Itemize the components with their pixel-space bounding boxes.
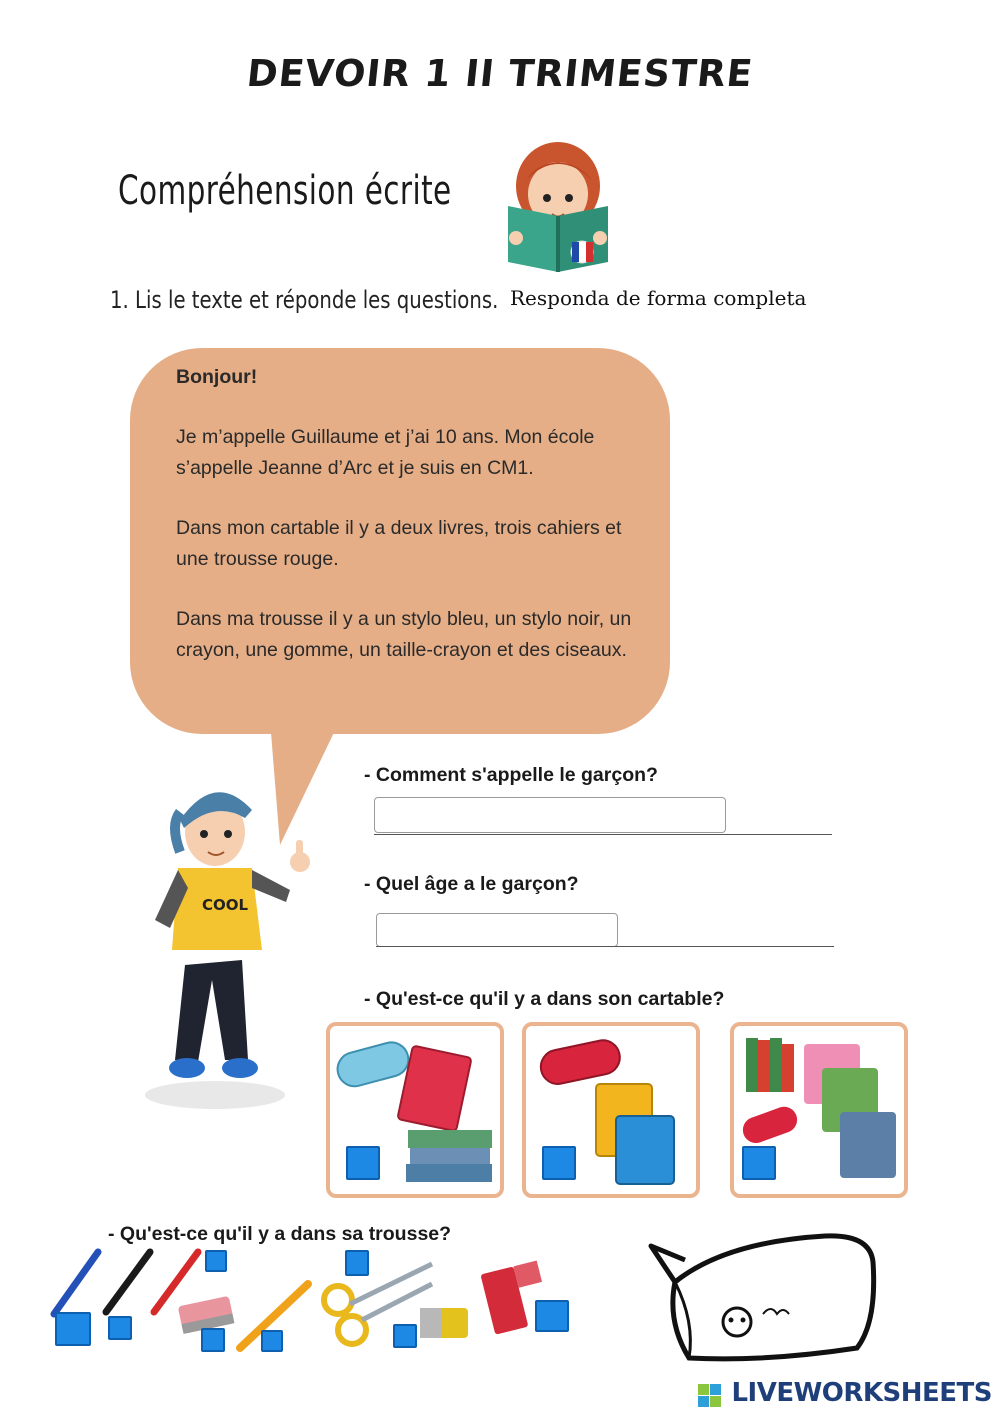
cartable-option-1[interactable] (326, 1022, 504, 1198)
bubble-paragraph-2: Dans mon cartable il y a deux livres, trois cahiers et une trousse rouge. (176, 517, 622, 570)
trousse-items-image (40, 1244, 600, 1364)
trousse-checkbox-black-pen[interactable] (108, 1316, 132, 1340)
reading-girl-illustration (500, 134, 620, 274)
answer-age-input[interactable] (376, 913, 618, 947)
cartable-option-3[interactable] (730, 1022, 908, 1198)
bubble-greeting: Bonjour! (176, 366, 258, 388)
question-name: - Comment s'appelle le garçon? (364, 764, 658, 786)
bubble-paragraph-1: Je m’appelle Guillaume et j’ai 10 ans. Mon école s’appelle Jeanne d’Arc et je suis en CM1. (176, 426, 595, 479)
trousse-checkbox-sharpener[interactable] (393, 1324, 417, 1348)
trousse-checkbox-eraser[interactable] (201, 1328, 225, 1352)
cartable-option-2-checkbox[interactable] (542, 1146, 576, 1180)
page-title: DEVOIR 1 II TRIMESTRE (244, 52, 756, 95)
cartable-option-1-checkbox[interactable] (346, 1146, 380, 1180)
liveworksheets-logo-icon (698, 1384, 722, 1412)
section-title: Compréhension écrite (118, 168, 452, 214)
boy-illustration (140, 770, 310, 1120)
cartable-option-3-checkbox[interactable] (742, 1146, 776, 1180)
cartable-option-2[interactable] (522, 1022, 700, 1198)
bubble-text (176, 362, 656, 695)
liveworksheets-brand: LIVEWORKSHEETS (731, 1378, 992, 1408)
question-cartable: - Qu'est-ce qu'il y a dans son cartable? (364, 988, 725, 1010)
answer-age-line (376, 946, 834, 947)
question-trousse: - Qu'est-ce qu'il y a dans sa trousse? (108, 1223, 452, 1245)
instruction-text: 1. Lis le texte et réponde les questions. (110, 286, 499, 314)
question-age: - Quel âge a le garçon? (364, 873, 579, 895)
pencil-case-outline-image (645, 1222, 890, 1367)
answer-name-input[interactable] (374, 797, 726, 833)
trousse-checkbox-pencil[interactable] (261, 1330, 283, 1352)
trousse-checkbox-red-pen[interactable] (205, 1250, 227, 1272)
answer-name-line (374, 834, 832, 835)
svg-text:COOL: COOL (202, 896, 249, 914)
trousse-checkbox-red-eraser[interactable] (535, 1300, 569, 1332)
trousse-checkbox-blue-pen[interactable] (55, 1312, 91, 1346)
bubble-paragraph-3: Dans ma trousse il y a un stylo bleu, un stylo noir, un crayon, une gomme, un taille-crayon et des ciseaux. (176, 608, 632, 661)
instruction-note: Responda de forma completa (510, 286, 807, 310)
trousse-checkbox-scissors[interactable] (345, 1250, 369, 1276)
